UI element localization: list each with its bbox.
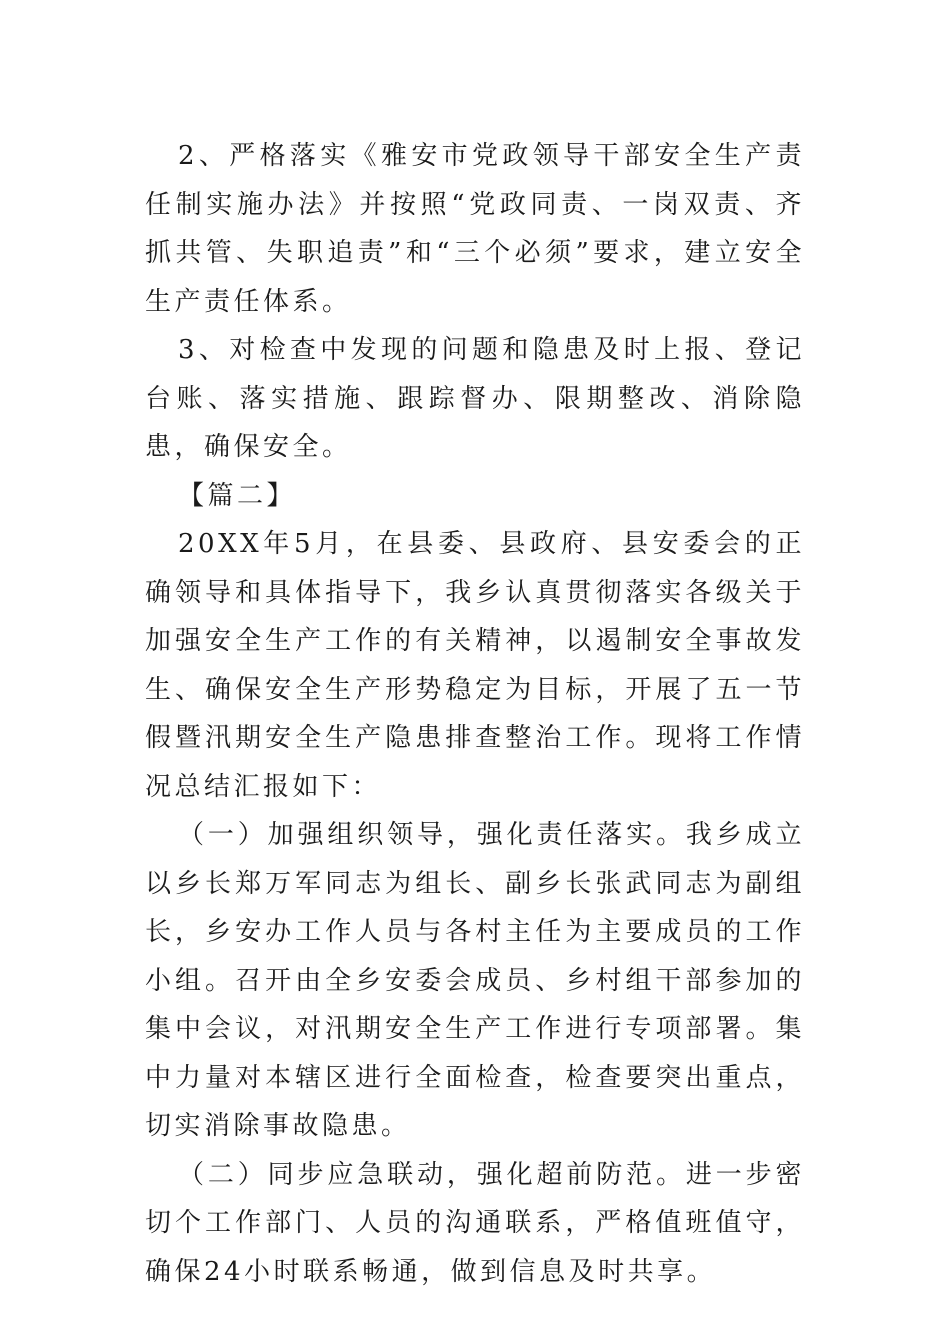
paragraph-item-3: 3、对检查中发现的问题和隐患及时上报、登记台账、落实措施、跟踪督办、限期整改、消除隐患，确保安全。	[145, 335, 805, 462]
paragraph-intro: 20XX年5月，在县委、县政府、县安委会的正确领导和具体指导下，我乡认真贯彻落实各级关于加强安全生产工作的有关精神，以遏制安全事故发生、确保安全生产形势稳定为目标，开展了五一节假暨汛期安全生产隐患排查整治工作。现将工作情况总结汇报如下：	[145, 529, 805, 802]
paragraph-point-2: （二）同步应急联动，强化超前防范。进一步密切个工作部门、人员的沟通联系，严格值班值守，确保24小时联系畅通，做到信息及时共享。	[145, 1159, 805, 1287]
paragraph-point-1: （一）加强组织领导，强化责任落实。我乡成立以乡长郑万军同志为组长、副乡长张武同志为副组长，乡安办工作人员与各村主任为主要成员的工作小组。召开由全乡安委会成员、乡村组干部参加的集中会议，对汛期安全生产工作进行专项部署。集中力量对本辖区进行全面检查，检查要突出重点，切实消除事故隐患。	[145, 820, 805, 1141]
section-heading: 【篇二】	[178, 480, 297, 511]
document-body	[145, 132, 805, 1296]
paragraph-item-2: 2、严格落实《雅安市党政领导干部安全生产责任制实施办法》并按照“党政同责、一岗双责、齐抓共管、失职追责”和“三个必须”要求，建立安全生产责任体系。	[145, 141, 805, 317]
